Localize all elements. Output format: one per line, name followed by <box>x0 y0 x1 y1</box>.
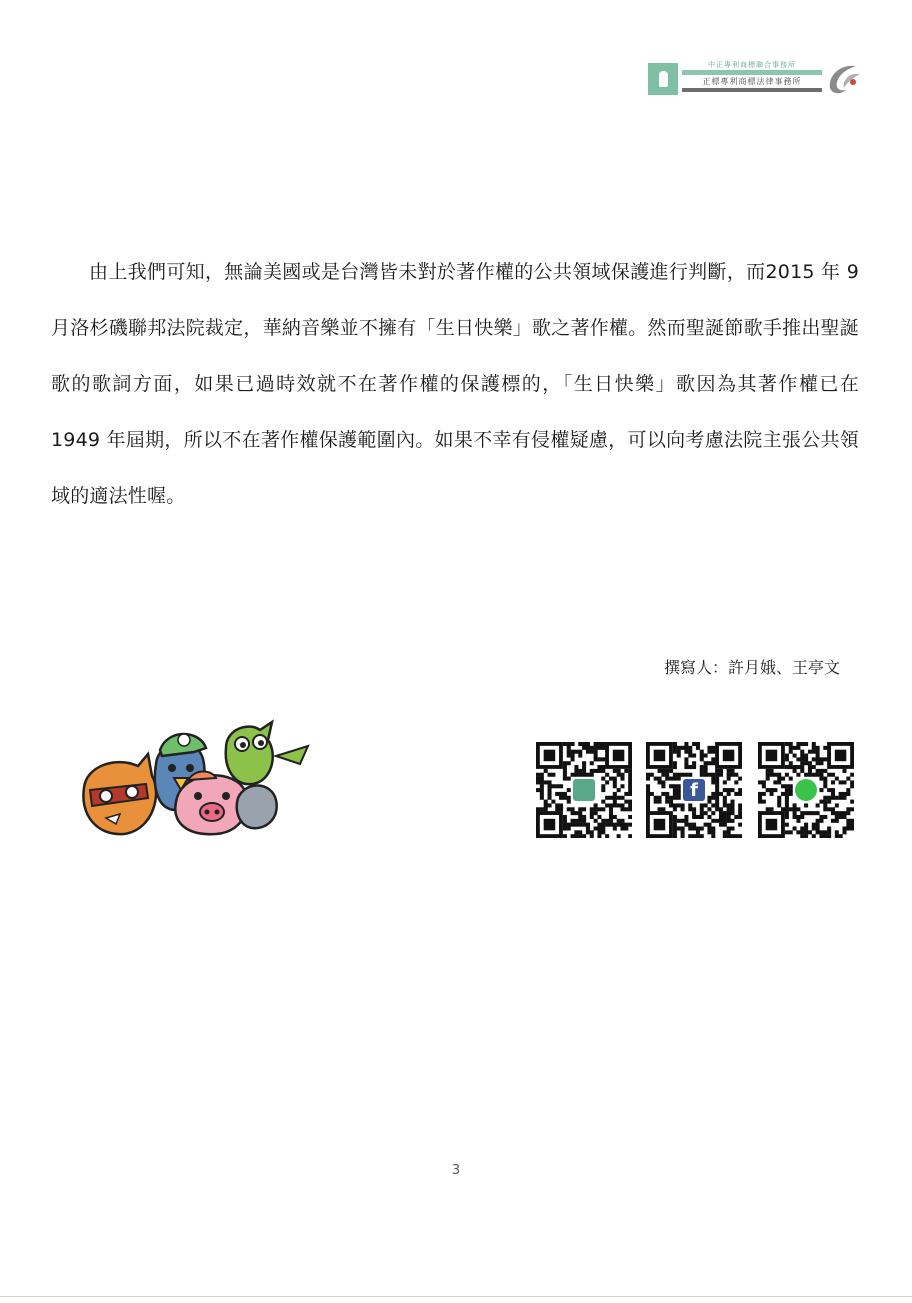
logo-mark <box>648 63 678 95</box>
firm-logo <box>646 60 862 98</box>
body-paragraph: 由上我們可知，無論美國或是台灣皆未對於著作權的公共領域保護進行判斷，而2015 年 9 月洛杉磯聯邦法院裁定，華納音樂並不擁有「生日快樂」歌之著作權。然而聖誕節歌手推出聖誕歌的歌詞方面，如果已過時效就不在著作權的保護標的，「生日快樂」歌因為其著作權已在 1949 年屆期，所以不在著作權保護範圍內。如果不幸有侵權疑慮，可以向考慮法院主張公共領域的適法性喔。 <box>51 261 859 507</box>
firm-name-2: 正標專利商標法律事務所 <box>702 77 802 86</box>
page-bottom-border <box>0 1296 912 1297</box>
author-line: 撰寫人：許月娥、王亭文 <box>663 658 840 677</box>
website-icon <box>573 779 595 801</box>
line-icon <box>795 779 817 801</box>
firm-name-2-english-strip <box>682 88 822 92</box>
qr-code-facebook[interactable] <box>646 742 742 838</box>
qr-code-line[interactable] <box>758 742 854 838</box>
page-number: 3 <box>451 1163 461 1178</box>
qr-code-website[interactable] <box>536 742 632 838</box>
facebook-icon: f <box>683 779 705 801</box>
firm-name-1-english-strip <box>682 70 822 75</box>
mascot-characters-illustration <box>76 718 316 840</box>
firm-name-1: 中正專利商標聯合事務所 <box>708 61 796 69</box>
swoosh-icon <box>822 60 862 98</box>
